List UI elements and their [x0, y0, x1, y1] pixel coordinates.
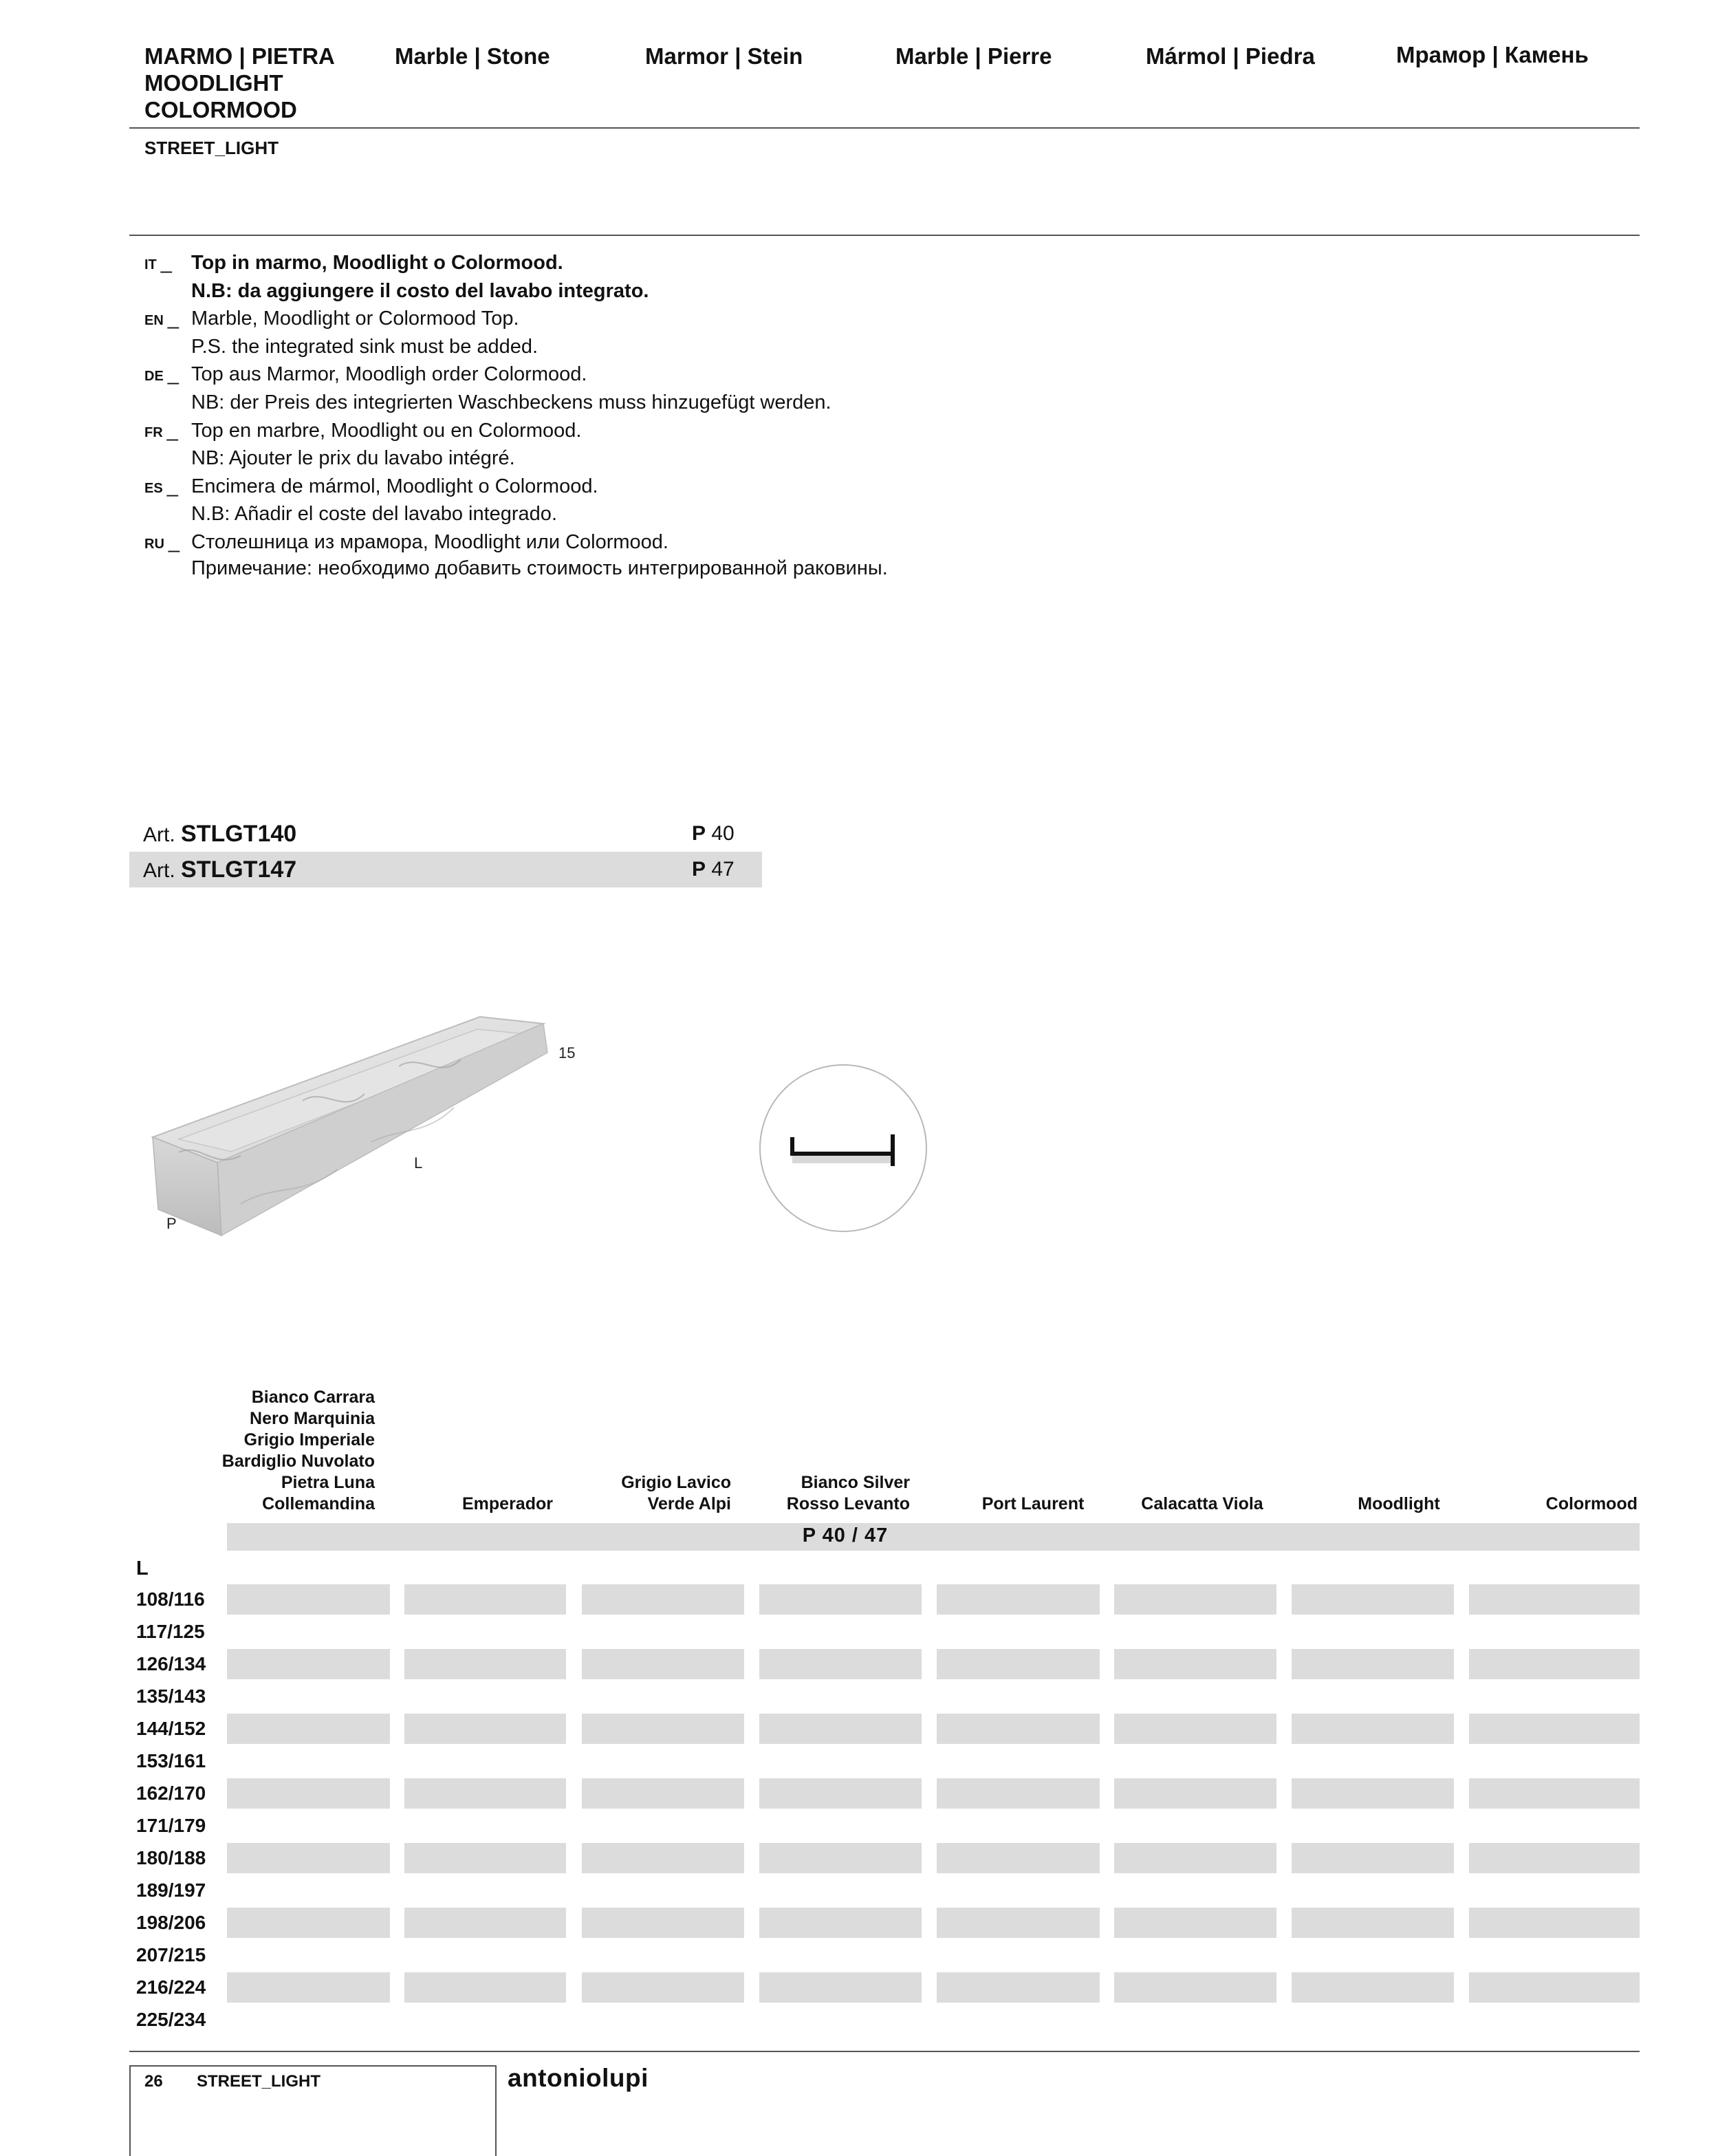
price-cell	[404, 1908, 566, 1938]
price-cell	[582, 1908, 744, 1938]
table-row	[129, 1843, 1640, 1873]
price-cell	[582, 1714, 744, 1744]
description-es-line2	[144, 500, 888, 528]
price-cell	[759, 1972, 922, 2003]
description-en-line2	[144, 333, 888, 361]
price-cell	[1114, 1714, 1276, 1744]
price-cell	[1292, 1778, 1454, 1809]
language-code-fr: FR _	[144, 419, 178, 442]
header-translation-de: Marmor | Stein	[645, 43, 803, 69]
description-text: Примечание: необходимо добавить стоимость интегрированной раковины.	[191, 557, 888, 579]
price-cell	[1292, 1649, 1454, 1679]
price-cell	[759, 1778, 922, 1809]
price-cell	[937, 1908, 1100, 1938]
language-code-ru: RU _	[144, 530, 180, 553]
price-cell	[1114, 1649, 1276, 1679]
article-row-shaded	[129, 852, 762, 887]
price-cell	[582, 1584, 744, 1615]
price-cell	[759, 1843, 922, 1873]
length-range-label: 162/170	[136, 1782, 206, 1804]
column-header-colormood: Colormood	[1545, 1494, 1638, 1513]
table-row	[129, 1746, 1640, 1776]
language-code-en: EN _	[144, 308, 179, 330]
description-text: Top aus Marmor, Moodligh order Colormood.	[191, 363, 587, 386]
table-row	[129, 1714, 1640, 1744]
header-title-line: MOODLIGHT	[144, 70, 283, 96]
length-range-label: 108/116	[136, 1588, 205, 1610]
table-row	[129, 1617, 1640, 1647]
description-text: NB: Ajouter le prix du lavabo intégré.	[191, 447, 515, 470]
table-row	[129, 2005, 1640, 2035]
length-range-label: 153/161	[136, 1750, 206, 1771]
article-code: Art. STLGT147	[143, 856, 297, 883]
table-row	[129, 1811, 1640, 1841]
header-translation-en: Marble | Stone	[395, 43, 550, 69]
price-cell	[1292, 1714, 1454, 1744]
length-range-label: 126/134	[136, 1653, 206, 1674]
section-divider	[129, 235, 1640, 236]
table-row	[129, 1940, 1640, 1970]
price-cell	[1292, 1584, 1454, 1615]
price-cell	[1114, 1972, 1276, 2003]
header-translation-ru: Мрамор | Камень	[1396, 42, 1589, 67]
header-title	[144, 43, 365, 123]
description-text: Encimera de mármol, Moodlight o Colormood.	[191, 475, 598, 497]
footer-section-label: STREET_LIGHT	[197, 2072, 321, 2091]
price-cell	[227, 1584, 390, 1615]
description-en-line1	[144, 305, 888, 333]
description-text: Столешница из мрамора, Moodlight или Colormood.	[191, 530, 668, 553]
price-cell	[1114, 1908, 1276, 1938]
height-dimension-label: 15	[558, 1044, 576, 1061]
depth-dimension-label: P	[166, 1215, 177, 1232]
header-divider	[129, 127, 1640, 129]
description-text: N.B: da aggiungere il costo del lavabo integrato.	[191, 279, 649, 302]
table-row	[129, 1649, 1640, 1679]
table-row	[129, 1908, 1640, 1938]
price-cell	[937, 1972, 1100, 2003]
header-translation-es: Mármol | Piedra	[1146, 43, 1315, 69]
table-row	[129, 1584, 1640, 1615]
price-cell	[582, 1649, 744, 1679]
description-block	[144, 249, 888, 580]
language-code-it: IT _	[144, 252, 172, 274]
price-cell	[1469, 1778, 1640, 1809]
header-title-line: COLORMOOD	[144, 97, 297, 122]
brand-logo: antoniolupi	[508, 2064, 649, 2092]
price-cell	[937, 1843, 1100, 1873]
price-cell	[227, 1843, 390, 1873]
price-cell	[759, 1649, 922, 1679]
column-header-calacatta-viola: Calacatta Viola	[1141, 1494, 1263, 1513]
length-range-label: 171/179	[136, 1815, 206, 1836]
article-depth: P 40	[692, 822, 735, 845]
column-header-port-laurent: Port Laurent	[981, 1494, 1085, 1513]
price-cell	[1469, 1649, 1640, 1679]
price-cell	[1292, 1843, 1454, 1873]
price-cell	[227, 1649, 390, 1679]
price-cell	[1469, 1714, 1640, 1744]
price-cell	[1114, 1778, 1276, 1809]
price-cell	[582, 1972, 744, 2003]
price-cell	[759, 1584, 922, 1615]
price-cell	[582, 1843, 744, 1873]
column-header-grigio-lavico: Grigio Lavico Verde Alpi	[621, 1473, 731, 1513]
price-cell	[759, 1714, 922, 1744]
description-ru-line1	[144, 528, 888, 557]
column-header-bianco-silver: Bianco Silver Rosso Levanto	[786, 1473, 910, 1513]
footer-divider	[129, 2051, 1640, 2052]
price-cell	[937, 1778, 1100, 1809]
price-cell	[759, 1908, 922, 1938]
price-cell	[1114, 1843, 1276, 1873]
price-cell	[1469, 1843, 1640, 1873]
length-range-label: 144/152	[136, 1718, 206, 1739]
length-range-label: 216/224	[136, 1976, 206, 1998]
table-row	[129, 1778, 1640, 1809]
header-title-line: MARMO | PIETRA	[144, 43, 335, 69]
description-fr-line1	[144, 417, 888, 445]
description-it-line2	[144, 277, 888, 305]
price-cell	[227, 1714, 390, 1744]
price-cell	[937, 1714, 1100, 1744]
description-fr-line2	[144, 444, 888, 473]
description-de-line2	[144, 389, 888, 417]
column-header-moodlight: Moodlight	[1358, 1494, 1440, 1513]
price-cell	[404, 1843, 566, 1873]
length-range-label: 225/234	[136, 2009, 206, 2030]
table-row	[129, 1681, 1640, 1712]
description-text: P.S. the integrated sink must be added.	[191, 335, 539, 358]
column-header-group-1: Bianco Carrara Nero Marquinia Grigio Imperiale Bardiglio Nuvolato Pietra Luna Collemandina	[221, 1388, 375, 1513]
length-range-label: 207/215	[136, 1944, 206, 1965]
price-cell	[227, 1908, 390, 1938]
table-row	[129, 1875, 1640, 1906]
price-cell	[1292, 1908, 1454, 1938]
description-it-line1	[144, 249, 888, 277]
section-label: STREET_LIGHT	[144, 138, 279, 158]
price-cell	[1469, 1908, 1640, 1938]
description-text: Marble, Moodlight or Colormood Top.	[191, 308, 519, 330]
price-cell	[404, 1649, 566, 1679]
page-number: 26	[144, 2072, 163, 2091]
length-dimension-label: L	[414, 1154, 423, 1172]
article-row	[129, 816, 762, 852]
price-cell	[404, 1584, 566, 1615]
length-column-header: L	[136, 1557, 149, 1580]
language-code-es: ES _	[144, 475, 178, 497]
description-es-line1	[144, 473, 888, 501]
price-cell	[227, 1972, 390, 2003]
price-cell	[1114, 1584, 1276, 1615]
price-cell	[1469, 1584, 1640, 1615]
description-text: Top in marmo, Moodlight o Colormood.	[191, 252, 563, 274]
length-range-label: 198/206	[136, 1912, 206, 1933]
price-cell	[937, 1584, 1100, 1615]
price-cell	[404, 1714, 566, 1744]
price-cell	[937, 1649, 1100, 1679]
article-depth: P 47	[692, 858, 735, 881]
price-cell	[1469, 1972, 1640, 2003]
length-range-label: 180/188	[136, 1847, 206, 1868]
header-translation-fr: Marble | Pierre	[895, 43, 1052, 69]
language-code-de: DE _	[144, 363, 179, 386]
description-de-line1	[144, 360, 888, 389]
description-text: N.B: Añadir el coste del lavabo integrado.	[191, 503, 557, 526]
length-range-label: 189/197	[136, 1879, 206, 1901]
price-cell	[582, 1778, 744, 1809]
price-cell	[404, 1972, 566, 2003]
column-header-emperador: Emperador	[462, 1494, 553, 1513]
depth-band-label: P 40 / 47	[802, 1524, 889, 1546]
table-row	[129, 1972, 1640, 2003]
length-range-label: 117/125	[136, 1621, 205, 1642]
price-cell	[1292, 1972, 1454, 2003]
price-cell	[227, 1778, 390, 1809]
price-cell	[404, 1778, 566, 1809]
section-profile-icon	[758, 1063, 928, 1233]
description-text: NB: der Preis des integrierten Waschbeckens muss hinzugefügt werden.	[191, 391, 831, 413]
length-range-label: 135/143	[136, 1685, 206, 1707]
product-drawing	[138, 1004, 585, 1259]
article-code: Art. STLGT140	[143, 821, 297, 847]
description-ru-line2	[144, 557, 888, 580]
description-text: Top en marbre, Moodlight ou en Colormood.	[191, 419, 582, 442]
